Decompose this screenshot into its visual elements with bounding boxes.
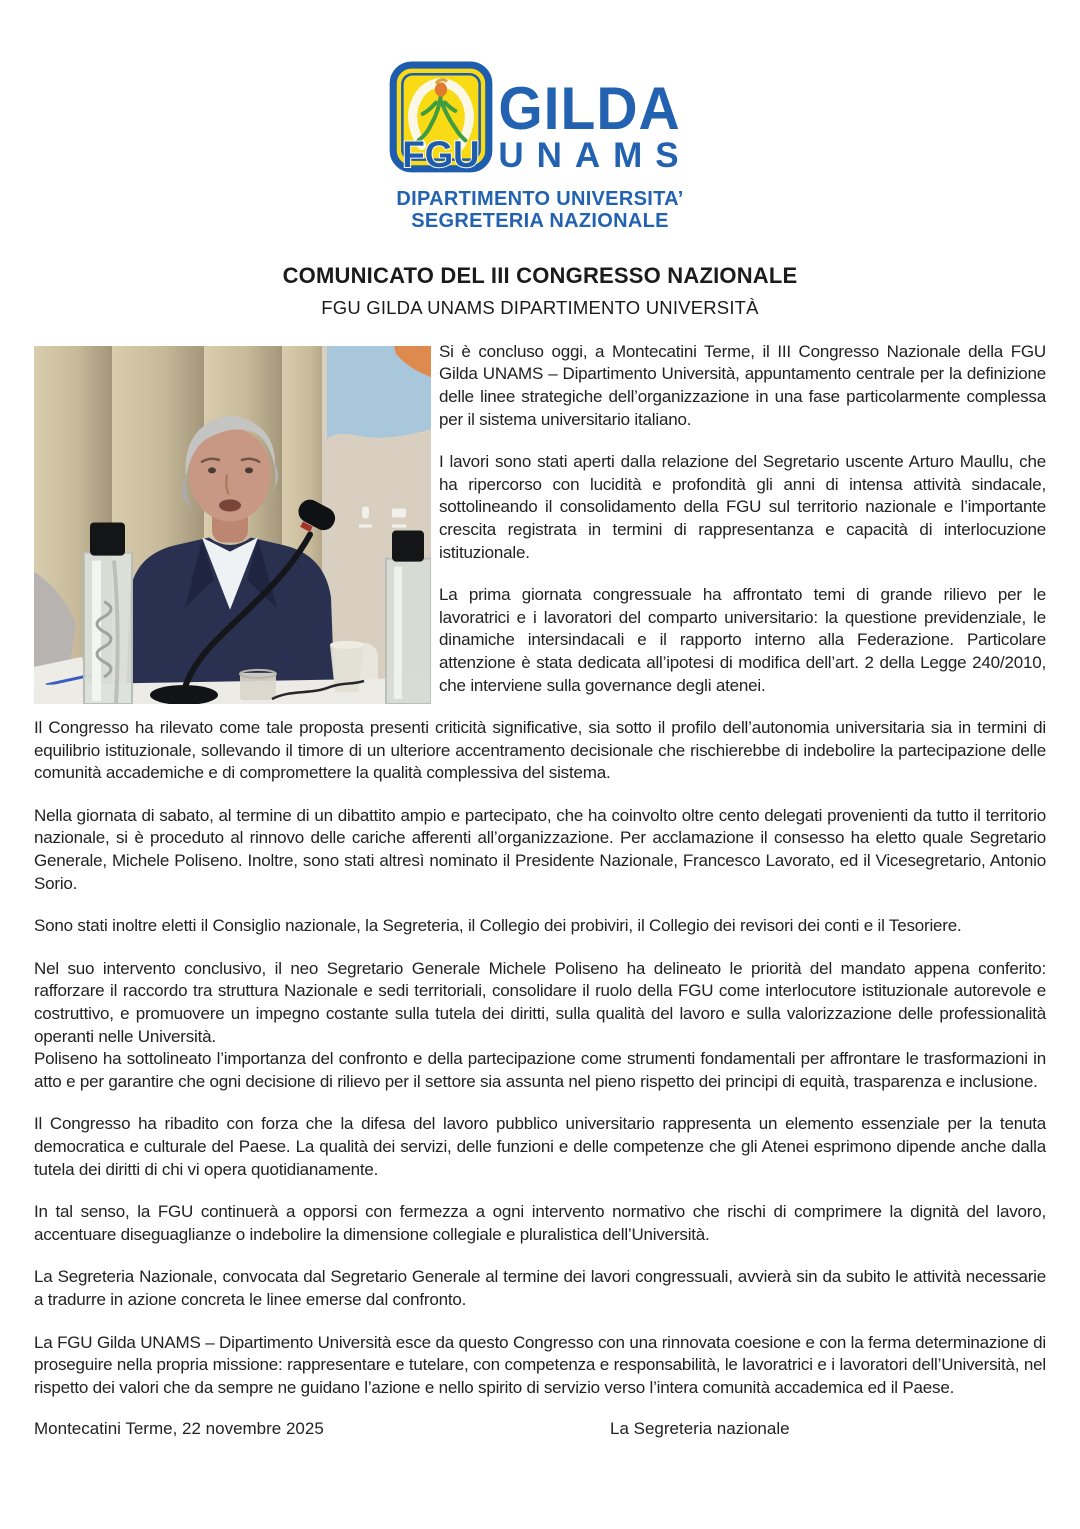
logo-unams-text: UNAMS (498, 136, 692, 176)
document-body (34, 341, 1046, 1400)
logo-secretariat-line: SEGRETERIA NAZIONALE (411, 210, 669, 233)
paragraph-priorities: Nel suo intervento conclusivo, il neo Segretario Generale Michele Poliseno ha delineato le priorità del mandato appena conferito: rafforzare il raccordo tra struttura Nazionale e sedi territoriali, consolidare il ruolo della FGU come interlocutore istituzionale autorevole e costruttivo, e promuovere un impegno costante sulla tutela dei diritti, sulla qualità del lavoro e sulla valorizzazione delle professionalità operanti nelle Università. (34, 958, 1046, 1046)
paragraph-secretariat: La Segreteria Nazionale, convocata dal Segretario Generale al termine dei lavori congressuali, avvierà sin da subito le attività necessarie a tradurre in azione concreta le linee emerse dal confronto. (34, 1267, 1046, 1309)
dateline: Montecatini Terme, 22 novembre 2025 (34, 1419, 324, 1439)
logo-department-line: DIPARTIMENTO UNIVERSITA’ (396, 188, 684, 210)
paragraph-public-work: Il Congresso ha ribadito con forza che la difesa del lavoro pubblico universitario rappresenta un elemento essenziale per la tenuta democratica e culturale del Paese. La qualità dei servizi, delle funzioni e delle competenze che gli Atenei esprimono dipende anche dalla tutela dei diritti di chi vi opera quotidianamente. (34, 1114, 1046, 1179)
paragraph-opening-report: I lavori sono stati aperti dalla relazione del Segretario uscente Arturo Maullu, che ha ripercorso con lucidità e profondità gli anni di intensa attività sindacale, sottolineando il consolidamento della FGU sul territorio nazionale e l’importante crescita registrata in termini di rappresentanza e capacità di interlocuzione istituzionale. (439, 452, 1046, 562)
paragraph-first-day: La prima giornata congressuale ha affrontato temi di grande rilievo per le lavoratrici e i lavoratori del comparto universitario: la questione previdenziale, le dinamiche intersindacali e il rapporto interno alla Federazione. Particolare attenzione è stata dedicata all’ipotesi di modifica dell’art. 2 della Legge 240/2010, che interviene sulla governance degli atenei. (439, 585, 1046, 695)
logo-row (388, 60, 691, 182)
paragraph-bodies-elected: Sono stati inoltre eletti il Consiglio nazionale, la Segreteria, il Collegio dei probiviri, il Collegio dei revisori dei conti e il Tesoriere. (34, 916, 962, 936)
paragraph-opposition: In tal senso, la FGU continuerà a opporsi con fermezza a ogni intervento normativo che rischi di comprimere la dignità del lavoro, accentuare diseguaglianze o indebolire la dimensione collegiale e pluralistica dell’Università. (34, 1202, 1046, 1244)
logo-block (34, 0, 1046, 233)
paragraph-closing: La FGU Gilda UNAMS – Dipartimento Università esce da questo Congresso con una rinnovata coesione e con la ferma determinazione di proseguire nella propria missione: rappresentare e tutelare, con competenza e responsabilità, le lavoratrici e i lavoratori dell’Università, nel rispetto dei valori che da sempre ne guidano l’azione e nello spirito di servizio verso l’intera comunità accademica ed il Paese. (34, 1332, 1046, 1397)
paragraph-criticism: Il Congresso ha rilevato come tale proposta presenti criticità significative, sia sotto il profilo dell’autonomia universitaria sia in termini di equilibrio istituzionale, sollevando il timore di un ulteriore accentramento decisionale che rischierebbe di indebolire la partecipazione delle comunità accademiche e di compromettere la qualità complessiva del sistema. (34, 718, 1046, 783)
fgu-emblem-icon (388, 60, 494, 182)
page-subtitle: FGU GILDA UNAMS DIPARTIMENTO UNIVERSITÀ (321, 296, 759, 318)
water-bottle-left (84, 522, 132, 704)
logo-gilda-text: GILDA (498, 75, 681, 143)
congress-photo (34, 346, 431, 704)
paragraph-participation: Poliseno ha sottolineato l’importanza del confronto e della partecipazione come strumenti fondamentali per affrontare le trasformazioni in atto e per garantire che ogni decisione di rilievo per il settore sia assunta nel pieno rispetto dei principi di equità, trasparenza e inclusione. (34, 1049, 1046, 1091)
signature: La Segreteria nazionale (610, 1419, 790, 1439)
logo-fgu-text: FGU (402, 133, 480, 175)
document-footer (34, 1419, 1046, 1443)
paragraph-intro: Si è concluso oggi, a Montecatini Terme, il III Congresso Nazionale della FGU Gilda UNAMS – Dipartimento Università, appuntamento centrale per la definizione delle linee strategiche dell’organizzazione in una fase particolarmente complessa per il sistema universitario italiano. (439, 341, 1046, 429)
page-title: COMUNICATO DEL III CONGRESSO NAZIONALE (282, 262, 798, 288)
logo-names (498, 75, 692, 176)
paragraph-elections: Nella giornata di sabato, al termine di un dibattito ampio e partecipato, che ha coinvolto oltre cento delegati provenienti da tutto il territorio nazionale, si è proceduto al rinnovo delle cariche afferenti all’organizzazione. Per acclamazione il consesso ha eletto quale Segretario Generale, Michele Poliseno. Inoltre, sono stati altresì nominato il Presidente Nazionale, Francesco Lavorato, ed il Vicesegretario, Antonio Sorio. (34, 805, 1046, 893)
